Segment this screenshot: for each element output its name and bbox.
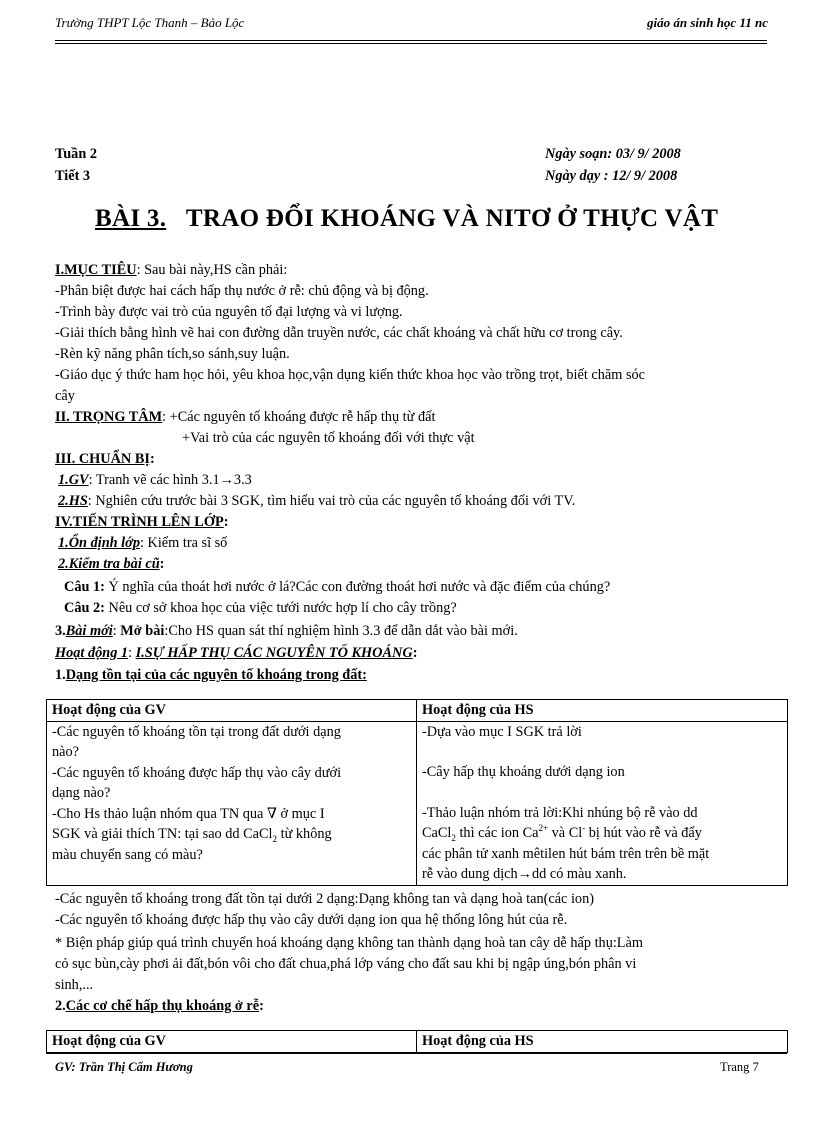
gv-line-text: SGK và giải thích TN: tại sao dd CaCl [52, 826, 273, 842]
prep-gv-label: 1.GV [58, 472, 89, 488]
gv-activities [47, 721, 417, 886]
hs-line: -Dựa vào mục I SGK trả lời [422, 723, 582, 740]
question-1-text: Ý nghĩa của thoát hơi nước ở lá?Các con đường thoát hơi nước và đặc điểm của chúng? [104, 579, 611, 595]
hs-line: -Thảo luận nhóm trả lời:Khi nhúng bộ rễ vào dd [422, 804, 698, 821]
prep-hs [58, 491, 575, 512]
step-3-colon: : [112, 623, 121, 639]
question-1-label: Câu 1: [64, 579, 105, 595]
activity-1-title: I.SỰ HẤP THỤ CÁC NGUYÊN TỐ KHOÁNG [135, 645, 413, 661]
step-3-label: Bài mới [65, 623, 113, 639]
footer-rule [46, 1053, 787, 1054]
hs-text: thì các ion Ca [455, 825, 539, 841]
header-rule-2 [55, 43, 767, 44]
date-taught: Ngày dạy : 12/ 9/ 2008 [545, 168, 678, 184]
prep-hs-text: : Nghiên cứu trước bài 3 SGK, tìm hiểu vai trò của các nguyên tố khoáng đối với TV. [87, 493, 576, 509]
activity-1-end: : [412, 645, 418, 661]
measures-line: sinh,... [55, 977, 94, 993]
table-header-row [47, 1031, 788, 1053]
table-row [47, 721, 788, 886]
activity-1-label: Hoạt động 1 [55, 645, 129, 661]
hs-spacer [422, 742, 782, 762]
step-3-num: 3. [55, 623, 66, 639]
gv-line: nào? [52, 744, 79, 760]
gv-line: -Cho Hs thảo luận nhóm qua TN qua ∇ ở mục I [52, 805, 325, 822]
preparation-colon: : [149, 451, 155, 467]
question-2-text: Nêu cơ sở khoa học của việc tưới nước hợp lí cho cây trồng? [104, 600, 457, 616]
objective-item: -Giáo dục ý thức ham học hỏi, yêu khoa học,vận dụng kiến thức khoa học vào trồng trọt, biết chăm sóc [55, 367, 645, 383]
subsection-2-num: 2. [55, 998, 66, 1014]
subsection-1-text: Dạng tồn tại của các nguyên tố khoáng trong đất: [65, 667, 367, 683]
hs-sup: 2+ [538, 823, 549, 834]
hs-text: CaCl [422, 825, 452, 841]
focus-line-2: +Vai trò của các nguyên tố khoáng đối với thực vật [182, 430, 475, 446]
step-review [58, 554, 164, 575]
col-header-gv: Hoạt động của GV [47, 700, 417, 722]
objective-item: -Giải thích bằng hình vẽ hai con đường dẫn truyền nước, các chất khoáng và chất hữu cơ trong cây. [55, 325, 623, 341]
hs-text: bị hút vào rễ và đẩy [585, 825, 702, 841]
col-header-hs: Hoạt động của HS [417, 1031, 788, 1053]
step-stabilize [58, 533, 227, 554]
prep-gv-text: : Tranh vẽ các hình 3.1→3.3 [88, 472, 252, 488]
step-2-colon: : [159, 556, 165, 572]
measures-line: * Biện pháp giúp quá trình chuyển hoá khoáng dạng không tan thành dạng hoà tan cây dễ hấp thụ:Làm [55, 935, 644, 951]
hs-line: -Cây hấp thụ khoáng dưới dạng ion [422, 764, 625, 780]
objectives-intro: : Sau bài này,HS cần phải: [136, 262, 288, 278]
hs-text: và Cl [548, 825, 583, 841]
gv-line: -Các nguyên tố khoáng tồn tại trong đất dưới dạng [52, 723, 341, 740]
focus-line-1: : +Các nguyên tố khoáng được rễ hấp thụ từ đất [162, 409, 436, 425]
footer-teacher: GV: Trần Thị Cẩm Hương [55, 1060, 193, 1074]
subsection-2-end: : [259, 998, 264, 1014]
objective-item-cont: cây [55, 388, 75, 404]
gv-line [52, 824, 411, 845]
objective-item: -Phân biệt được hai cách hấp thụ nước ở rễ: chủ động và bị động. [55, 283, 429, 299]
hs-spacer [422, 783, 782, 803]
date-prepared: Ngày soạn: 03/ 9/ 2008 [545, 146, 681, 162]
subsection-2-text: Các cơ chế hấp thụ khoáng ở rễ [65, 998, 260, 1014]
header-subject: giáo án sinh học 11 nc [646, 15, 768, 30]
hs-sup: - [582, 823, 586, 834]
step-1-text: : Kiểm tra sĩ số [139, 535, 228, 551]
gv-spacer [52, 865, 411, 885]
gv-line: màu chuyển sang có màu? [52, 846, 203, 863]
hs-activities [417, 721, 788, 886]
subsection-2-heading [55, 996, 264, 1017]
summary-line: -Các nguyên tố khoáng được hấp thụ vào cây dưới dạng ion qua hệ thống lông hút của rễ. [55, 912, 568, 928]
step-new-lesson [55, 621, 518, 642]
hs-line [422, 823, 782, 844]
header-school: Trường THPT Lộc Thanh – Bảo Lộc [55, 15, 245, 30]
period-label: Tiết 3 [55, 168, 91, 184]
activity-1-heading [55, 643, 417, 664]
hs-sub: 2 [451, 832, 456, 843]
hs-line: rễ vào dung dịch→dd có màu xanh. [422, 866, 627, 882]
question-2-label: Câu 2: [64, 600, 105, 616]
hs-line: các phân tử xanh mêtilen hút bám trên trên bề mặt [422, 845, 710, 862]
focus-heading: II. TRỌNG TÂM [55, 409, 163, 425]
step-1-label: 1.Ổn định lớp [58, 535, 140, 551]
gv-line-end: từ không [277, 826, 332, 842]
lesson-title-text: TRAO ĐỔI KHOÁNG VÀ NITƠ Ở THỰC VẬT [185, 205, 719, 232]
objective-item: -Rèn kỹ năng phân tích,so sánh,suy luận. [55, 346, 290, 362]
section-preparation [55, 449, 155, 470]
step-3-text: :Cho HS quan sát thí nghiệm hình 3.3 để dẫn dắt vào bài mới. [164, 623, 518, 639]
subsection-1-num: 1. [55, 667, 66, 683]
lesson-title [95, 205, 719, 232]
week-label: Tuần 2 [55, 146, 97, 162]
step-3-opening: Mở bài [120, 623, 165, 639]
footer-page: Trang 7 [720, 1060, 759, 1074]
activity-table-2 [46, 1030, 788, 1053]
review-question-2 [64, 598, 457, 619]
activity-1-colon: : [128, 645, 136, 661]
section-procedure [55, 512, 228, 533]
objectives-heading: I.MỤC TIÊU [55, 262, 137, 278]
header-rule [55, 40, 767, 41]
procedure-colon: : [223, 514, 229, 530]
gv-line-sub: 2 [272, 833, 278, 844]
procedure-heading: IV.TIẾN TRÌNH LÊN LỚP [55, 514, 224, 530]
gv-line: -Các nguyên tố khoáng được hấp thụ vào cây dưới [52, 764, 342, 781]
prep-hs-label: 2.HS [58, 493, 88, 509]
table-header-row [47, 700, 788, 722]
review-question-1 [64, 577, 610, 598]
col-header-hs: Hoạt động của HS [417, 700, 788, 722]
measures-line: cỏ sục bùn,cày phơi ải đất,bón vôi cho đất chua,phá lớp váng cho đất sau khi bị ngập úng,bón phân vi [55, 956, 637, 972]
gv-line: dạng nào? [52, 785, 111, 801]
col-header-gv: Hoạt động của GV [47, 1031, 417, 1053]
summary-line: -Các nguyên tố khoáng trong đất tồn tại dưới 2 dạng:Dạng không tan và dạng hoà tan(các ion) [55, 891, 594, 907]
step-2-label: 2.Kiểm tra bài cũ [58, 556, 160, 572]
objective-item: -Trình bày được vai trò của nguyên tố đại lượng và vi lượng. [55, 304, 403, 320]
prep-gv [58, 470, 252, 491]
activity-table-1 [46, 699, 788, 886]
section-objectives [55, 260, 287, 281]
section-focus [55, 407, 435, 428]
preparation-heading: III. CHUẨN BỊ [55, 451, 150, 467]
subsection-1-heading [55, 665, 367, 686]
lesson-number: BÀI 3. [95, 205, 167, 232]
